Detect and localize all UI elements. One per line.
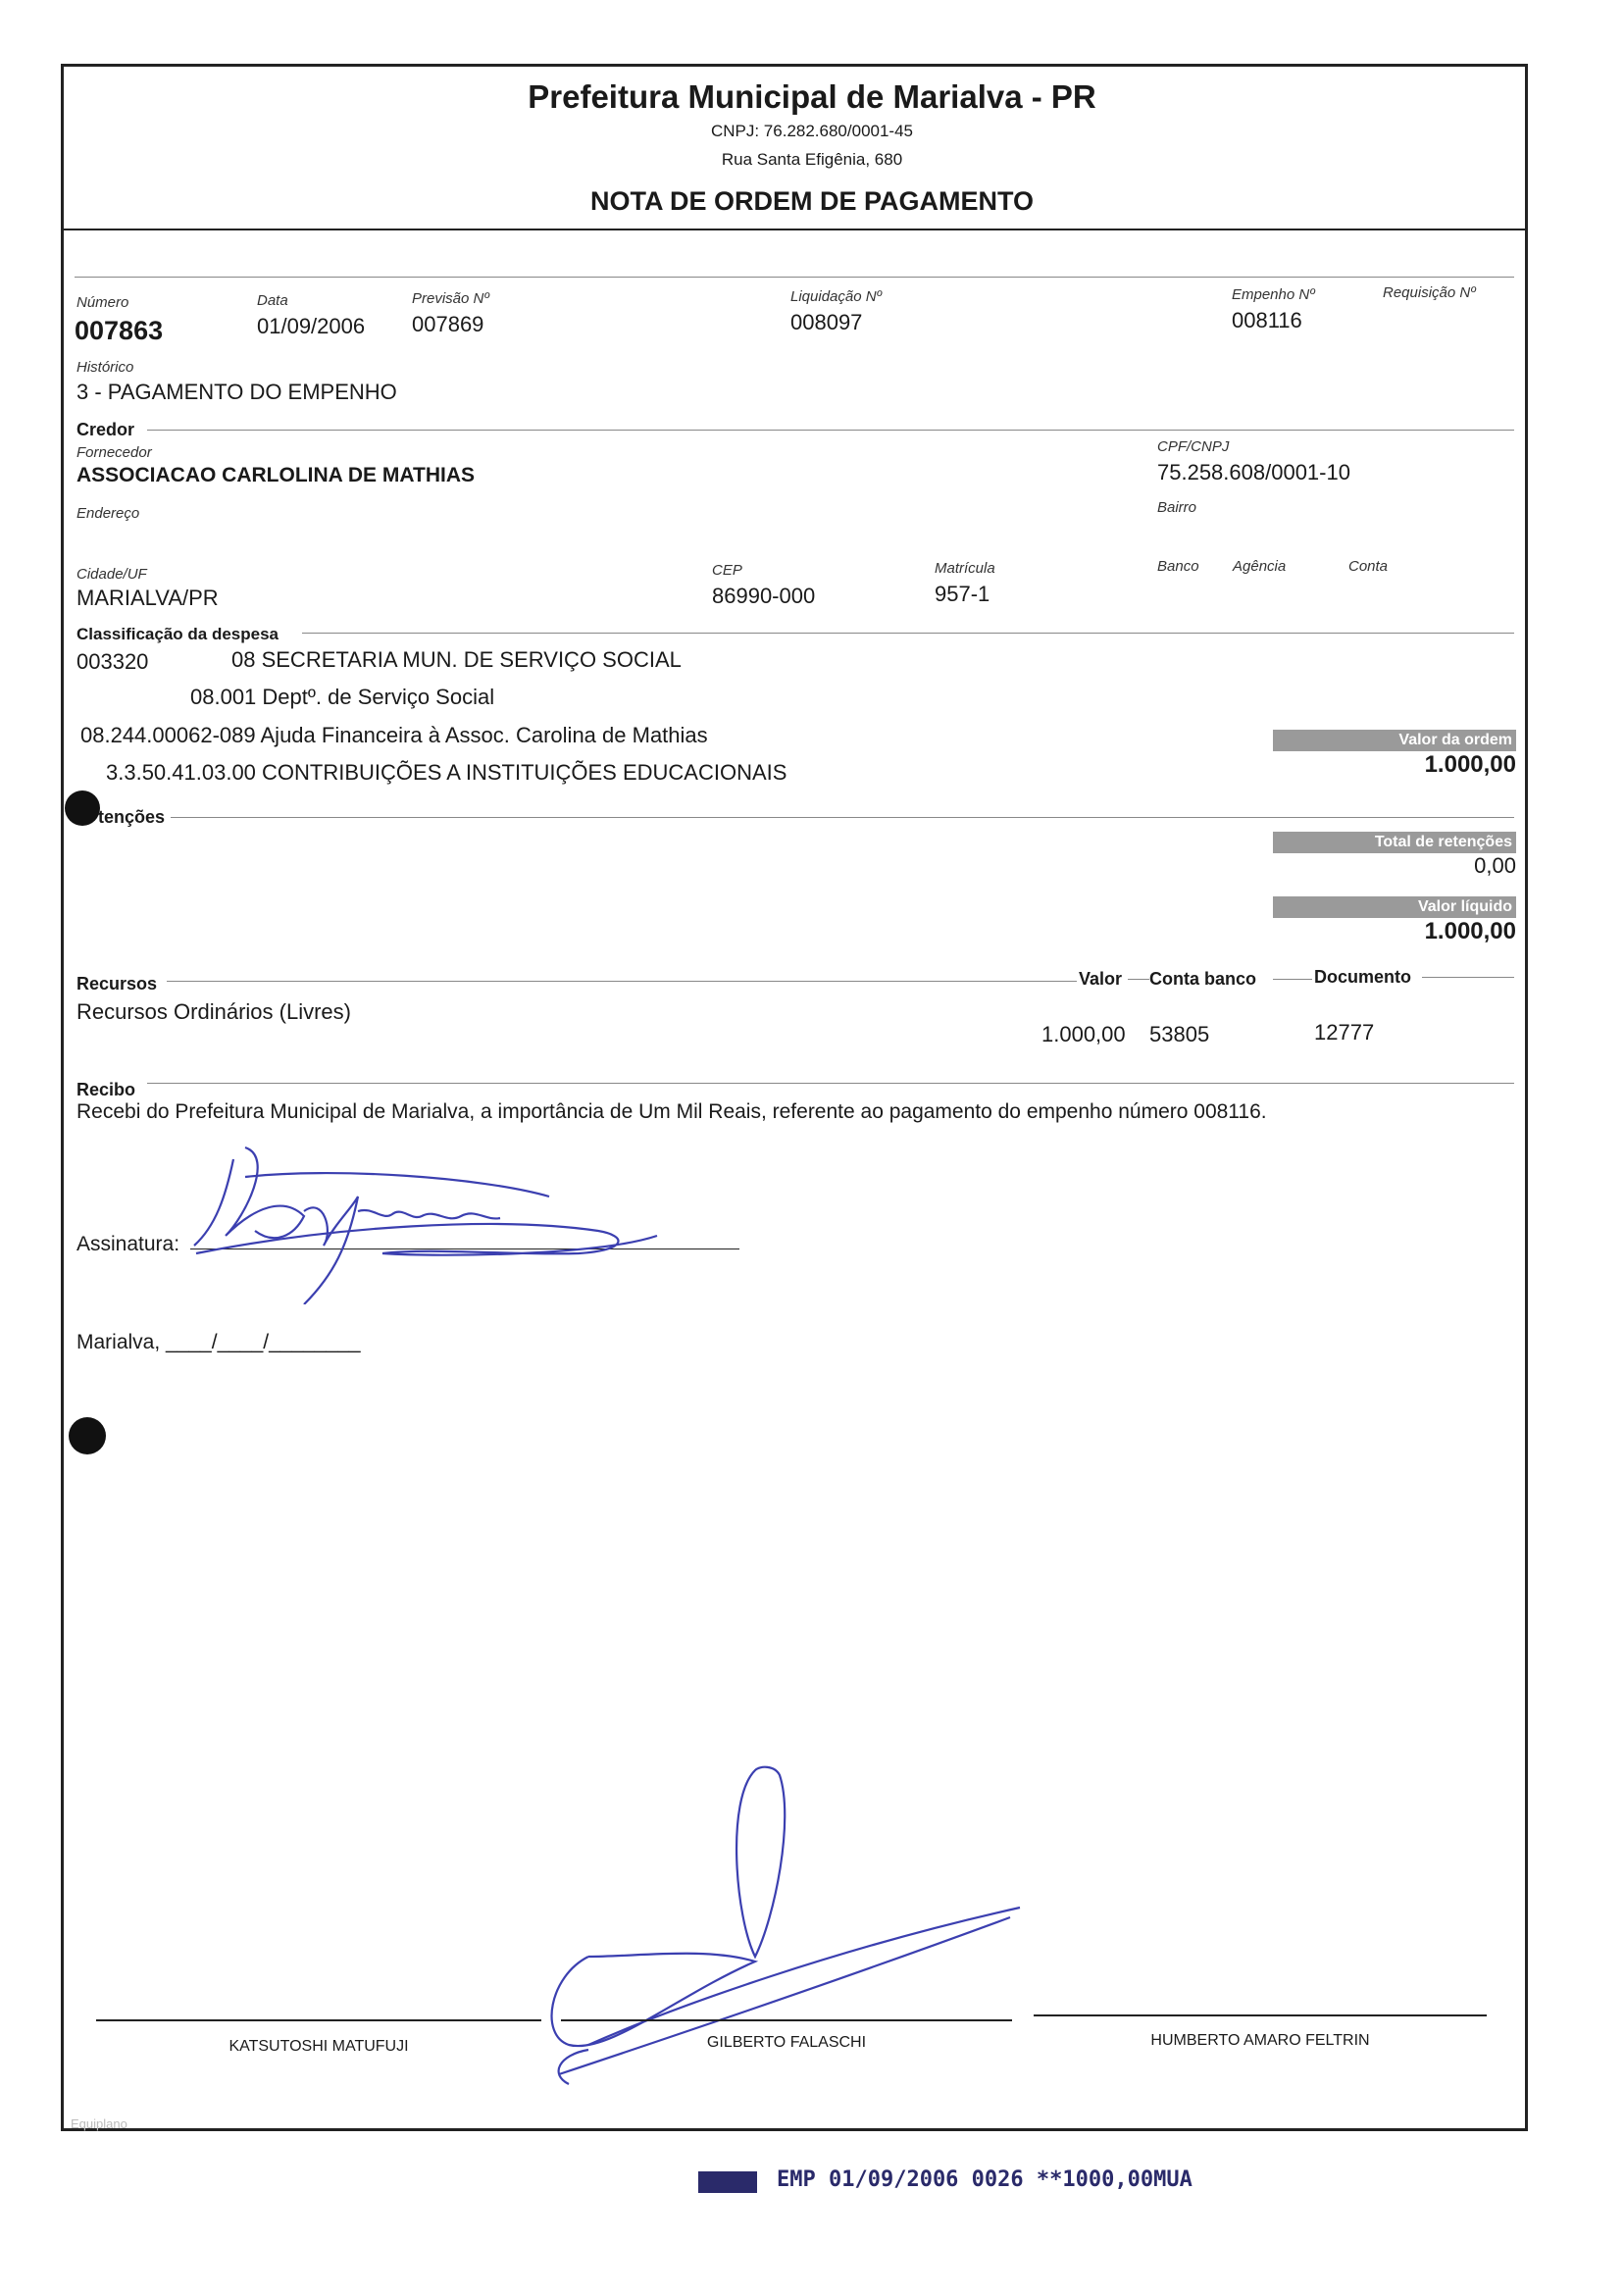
recursos-valor-label: Valor: [1079, 969, 1123, 989]
recursos-divider: [167, 981, 1077, 982]
recibo-divider: [147, 1083, 1514, 1084]
retencoes-section: tenções: [98, 807, 166, 827]
classificacao-line2: 08.001 Deptº. de Serviço Social: [190, 685, 495, 709]
valor-ordem-label: Valor da ordem: [1273, 730, 1516, 751]
recursos-sep3: [1422, 977, 1514, 978]
matricula-label: Matrícula: [935, 560, 995, 577]
liquidacao-label: Liquidação Nº: [790, 288, 883, 305]
cpf-label: CPF/CNPJ: [1157, 438, 1230, 455]
org-address: Rua Santa Efigênia, 680: [721, 150, 903, 169]
classificacao-divider: [302, 633, 1514, 634]
cep-label: CEP: [712, 562, 742, 579]
recursos-documento-label: Documento: [1314, 967, 1411, 987]
signatory-line-2: [561, 2019, 1012, 2021]
cidade-value: MARIALVA/PR: [76, 586, 219, 610]
recursos-conta-label: Conta banco: [1149, 969, 1257, 989]
recipient-signature: [186, 1138, 696, 1304]
punch-hole: [65, 790, 100, 826]
local-data: Marialva, ____/____/________: [76, 1331, 361, 1353]
classificacao-line4: 3.3.50.41.03.00 CONTRIBUIÇÕES A INSTITUIÇÕES EDUCACIONAIS: [106, 760, 787, 785]
classificacao-section: Classificação da despesa: [76, 625, 279, 643]
recursos-sep1: [1128, 979, 1149, 980]
bank-logo-icon: [698, 2171, 757, 2193]
fornecedor-label: Fornecedor: [76, 444, 152, 461]
credor-section: Credor: [76, 420, 135, 439]
ids-divider: [75, 277, 1514, 278]
software-mark: Equiplano: [71, 2116, 127, 2131]
total-retencoes-value: 0,00: [1474, 853, 1516, 878]
signatory-name-3: HUMBERTO AMARO FELTRIN: [1150, 2032, 1370, 2049]
valor-liquido-value: 1.000,00: [1424, 918, 1516, 944]
cep-value: 86990-000: [712, 584, 816, 608]
bank-stamp: EMP 01/09/2006 0026 **1000,00MUA: [777, 2167, 1193, 2192]
previsao-label: Previsão Nº: [412, 290, 489, 307]
signatory-name-1: KATSUTOSHI MATUFUJI: [228, 2038, 409, 2055]
liquidacao-value: 008097: [790, 310, 863, 334]
classificacao-line3: 08.244.00062-089 Ajuda Financeira à Assoc. Carolina de Mathias: [80, 723, 708, 747]
bairro-label: Bairro: [1157, 499, 1197, 516]
org-title: Prefeitura Municipal de Marialva - PR: [528, 78, 1096, 115]
agencia-label: Agência: [1233, 558, 1287, 575]
previsao-value: 007869: [412, 312, 484, 336]
signatory-line-1: [96, 2019, 541, 2021]
fornecedor-value: ASSOCIACAO CARLOLINA DE MATHIAS: [76, 464, 475, 486]
data-label: Data: [257, 292, 288, 309]
recursos-valor: 1.000,00: [1041, 1022, 1126, 1046]
empenho-value: 008116: [1232, 308, 1302, 332]
retencoes-divider: [171, 817, 1514, 818]
valor-liquido-label: Valor líquido: [1273, 896, 1516, 918]
recibo-text: Recebi do Prefeitura Municipal de Marialva, a importância de Um Mil Reais, referente ao pagamento do empenho número 008116.: [76, 1100, 1267, 1123]
banco-label: Banco: [1157, 558, 1199, 575]
empenho-label: Empenho Nº: [1232, 286, 1315, 303]
punch-hole: [69, 1417, 106, 1454]
signatory-name-2: GILBERTO FALASCHI: [706, 2034, 867, 2051]
org-cnpj: CNPJ: 76.282.680/0001-45: [710, 122, 914, 140]
data-value: 01/09/2006: [257, 314, 366, 338]
recursos-sep2: [1273, 979, 1312, 980]
recibo-section: Recibo: [76, 1080, 136, 1099]
matricula-value: 957-1: [935, 582, 990, 606]
numero-value: 007863: [75, 316, 164, 345]
historico-value: 3 - PAGAMENTO DO EMPENHO: [76, 380, 397, 404]
classificacao-line1: 08 SECRETARIA MUN. DE SERVIÇO SOCIAL: [231, 647, 682, 672]
assinatura-label: Assinatura:: [76, 1233, 180, 1255]
endereco-label: Endereço: [76, 505, 140, 522]
cidade-label: Cidade/UF: [76, 566, 147, 583]
recursos-section: Recursos: [76, 974, 158, 994]
recursos-fonte: Recursos Ordinários (Livres): [76, 999, 351, 1024]
numero-label: Número: [76, 294, 129, 311]
recursos-conta: 53805: [1149, 1022, 1210, 1046]
header-divider: [61, 229, 1528, 230]
classificacao-code: 003320: [76, 649, 149, 674]
cpf-value: 75.258.608/0001-10: [1157, 460, 1350, 484]
conta-label: Conta: [1348, 558, 1389, 575]
total-retencoes-label: Total de retenções: [1273, 832, 1516, 853]
valor-ordem-value: 1.000,00: [1424, 751, 1516, 778]
recursos-documento: 12777: [1314, 1020, 1375, 1045]
requisicao-label: Requisição Nº: [1383, 284, 1476, 301]
historico-label: Histórico: [76, 359, 134, 376]
credor-divider: [147, 430, 1514, 431]
signatory-line-3: [1034, 2014, 1487, 2016]
document-title: NOTA DE ORDEM DE PAGAMENTO: [589, 186, 1034, 216]
